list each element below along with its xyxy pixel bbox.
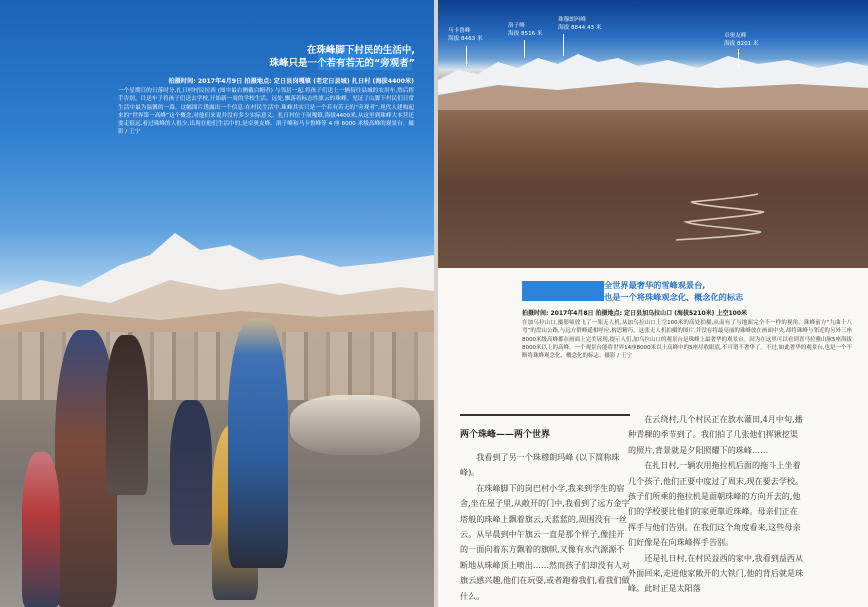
photo-meta: 拍摄时间: 2017年4月8日 拍摄地点: 定日县加乌拉山口 (海拔5210米) 上空100米 bbox=[522, 310, 748, 317]
caption-text: 在加乌拉山口,摄影师放飞了一架无人机,从加乌拉山口上空100米的高处拍摄,从而有了与地面完全不一样的视角。珠峰前方“九曲十八弯”的盘山公路,与远方群峰遥相呼应,构思精巧。这张无人机拍摄的图片,并没有将最亮丽的珠峰放在画面中央,却将珠峰与邻近的另外三座8000米级高峰都在画面上完美展现,提示人们,加乌拉山口的观景台是珠峰上最奢华的观景台。因为在这里可以看到喜马拉雅山脉5座海拔8000米以上的高峰。一个观景台能将世界14座8000米以上高峰中的5座尽收眼底,不可谓不奢华了。不过,如此奢华的观景台,也是一个不断将珠峰观念化、概念化的标志。摄影 / 王宁 bbox=[522, 320, 852, 360]
peak-altitude: 海拔 8201 米 bbox=[724, 41, 759, 47]
peak-name: 卓奥友峰 bbox=[724, 33, 747, 39]
headline-line: 珠峰只是一个若有若无的“旁观者” bbox=[269, 58, 415, 69]
peak-marker bbox=[524, 40, 525, 58]
photo-caption bbox=[118, 78, 414, 136]
peak-altitude: 海拔 8844.43 米 bbox=[558, 25, 602, 31]
peak-marker bbox=[563, 34, 564, 56]
section-rule bbox=[460, 414, 630, 416]
body-paragraph: 我看到了另一个珠穆朗玛峰 (以下简称珠峰)。 bbox=[460, 452, 620, 478]
caption-text: 一个星期日的日落时分,扎日村村民拉西 (图中最右侧戴白帽者) 与邻居一起,将孩子们送上一辆接往县城的农用车,然后挥手告别。目送车子将孩子们送去学校,开始新一周的学校生活。远处,飘落着标志性旗云的珠峰。见证了山脚下村民们日常生活中最为温馨的一幕。这幅图片透露出一个信息:在村民生活中,珠峰其实只是一个若有若无的“旁观者”,现代人建构起来的“世界第一高峰”这个概念,对他们来说并没有多少实际意义。扎日村位于岗嘎镇,海拔4400米,从这里到珠峰大本营还要走很远,看过珠峰的人很少,出现在他们生活中的,是卓奥友峰、洛子峰和马卡鲁峰等 4 座 8000 米级高峰的观景台。摄影 / 王宁 bbox=[118, 88, 414, 136]
goat-herd bbox=[290, 395, 420, 455]
headline-accent-bar bbox=[522, 281, 604, 301]
peak-marker bbox=[738, 49, 739, 67]
mountain-range-illustration bbox=[0, 225, 434, 335]
section-title: 两个珠峰——两个世界 bbox=[460, 430, 551, 440]
right-page bbox=[438, 0, 868, 607]
headline-line: 也是一个将珠峰观念化、概念化的标志 bbox=[604, 292, 744, 302]
peak-name: 洛子峰 bbox=[508, 23, 525, 29]
body-paragraph: 在扎日村,一辆农用拖拉机后面的拖斗上坐着几个孩子,他们正要中度过了周末,现在要去学校。孩子们所乘的拖拉机是面朝珠峰的方向开去的,他们的学校要比他们的家更靠近珠峰。母亲们正在挥手与他们告别。在我们这个角度看来,这些母亲们好像是在向珠峰挥手告别。 bbox=[628, 460, 804, 548]
child-figure bbox=[106, 335, 148, 495]
child-figure bbox=[22, 452, 60, 607]
headline bbox=[150, 44, 415, 70]
photo-caption bbox=[522, 310, 852, 360]
snow-peaks-illustration bbox=[438, 40, 868, 110]
body-paragraph: 还是扎日村,在村民益西的家中,我看到益西从外面回来,走进他家敞开的大铁门,他的背后就是珠峰。此时正是太阳落 bbox=[628, 552, 804, 594]
peak-marker bbox=[466, 46, 467, 66]
body-paragraph: 在云绕村,几个村民正在放水灌田,4月中旬,播种青稞的季节到了。我们拍了几张他们挥锹挖渠的照片,背景就是夕阳照耀下的珠峰…… bbox=[628, 414, 803, 455]
peak-label bbox=[724, 32, 759, 48]
peak-label bbox=[558, 16, 601, 32]
headline-line: 在珠峰脚下村民的生活中, bbox=[306, 45, 415, 56]
body-paragraph: 在珠峰脚下的岗巴村小学,我来到学生的宿舍,坐在屋子里,从敞开的门中,我看到了远方金字塔般的珠峰上飘着旗云,天蓝蓝的,周围没有一丝云。从早晨到中午旗云一直是那个样子,像挂开的一面向着东方飘着的旗帜,又像有水汽源源不断地从珠峰顶上喷出……然而孩子们却没有人对旗云感兴趣,他们在玩耍,或者跑着我们,看我们做什么。 bbox=[460, 482, 630, 601]
switchback-road bbox=[666, 190, 776, 245]
photo-meta: 拍摄时间: 2017年4月9日 拍摄地点: 定日县岗嘎镇 (老定日县城) 扎日村 (海拔4400米) bbox=[168, 78, 414, 85]
peak-altitude: 海拔 8463 米 bbox=[448, 36, 483, 42]
body-column-1 bbox=[460, 450, 630, 604]
peak-label bbox=[508, 22, 543, 38]
child-figure bbox=[170, 400, 212, 545]
peak-name: 珠穆朗玛峰 bbox=[558, 17, 586, 23]
peak-name: 马卡鲁峰 bbox=[448, 28, 471, 34]
man-figure bbox=[228, 318, 288, 568]
headline-line: 全世界最奢华的雪峰观景台, bbox=[604, 280, 706, 290]
peak-altitude: 海拔 8516 米 bbox=[508, 31, 543, 37]
headline bbox=[604, 279, 839, 303]
peak-label bbox=[448, 27, 483, 43]
body-column-2 bbox=[628, 412, 806, 597]
aerial-photo bbox=[438, 0, 868, 268]
